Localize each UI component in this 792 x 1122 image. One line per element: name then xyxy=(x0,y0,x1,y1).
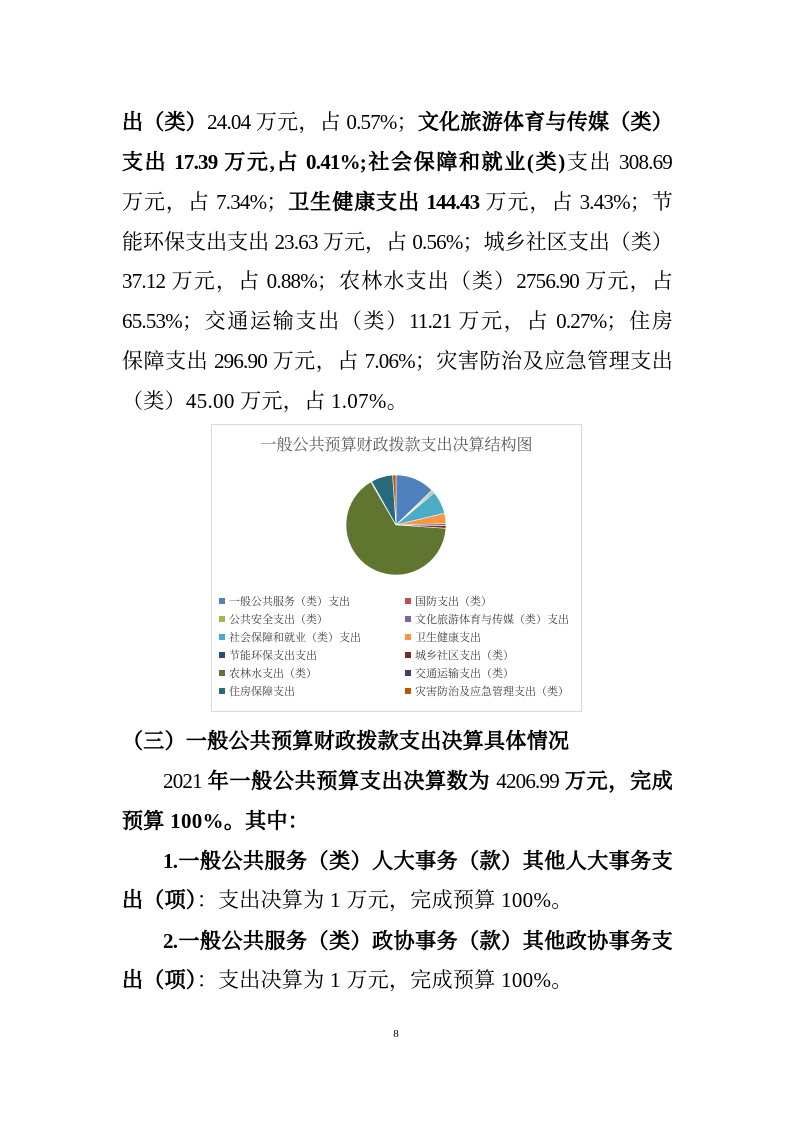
legend-item-urban-rural-community xyxy=(405,646,575,664)
legend-label: 住房保障支出 xyxy=(229,686,295,698)
text-run-bold: 1.一般公共服务（类）人大事务（款）其他人大事务支 xyxy=(163,849,672,873)
paragraph-line-3 xyxy=(122,182,672,222)
legend-item-energy-environment xyxy=(219,646,405,664)
text-run: 2021 xyxy=(163,769,202,793)
text-run: ：支出决算为 1 万元，完成预算 100%。 xyxy=(196,968,573,992)
legend-item-agriculture-forestry-water xyxy=(219,664,405,682)
item-1-line-1 xyxy=(163,841,672,881)
legend-marker xyxy=(219,670,225,676)
paragraph-line-5 xyxy=(122,261,672,301)
legend-label: 交通运输支出（类） xyxy=(415,668,514,680)
legend-marker xyxy=(405,652,411,658)
legend-marker xyxy=(219,688,225,694)
text-run-bold: 2.一般公共服务（类）政协事务（款）其他政协事务支 xyxy=(163,929,672,953)
legend-label: 灾害防治及应急管理支出（类） xyxy=(415,686,569,698)
legend-item-culture-tourism-sports-media xyxy=(405,610,575,628)
legend-item-general-public-services xyxy=(219,592,405,610)
text-run-bold: 万元，完成 xyxy=(558,769,672,793)
text-run-bold: 年一般公共预算支出决算数为 xyxy=(201,769,491,793)
item-2-line-1 xyxy=(163,921,672,961)
text-run-bold: 卫生健康支出 144.43 xyxy=(286,190,480,214)
legend-marker xyxy=(405,598,411,604)
text-run: 24.04 万元，占 0.57%； xyxy=(207,110,417,134)
section-heading: （三）一般公共预算财政拨款支出决算具体情况 xyxy=(122,729,570,753)
chart-container xyxy=(211,424,582,712)
paragraph-line-1 xyxy=(122,102,672,142)
text-run-bold: 支出 17.39 万元,占 0.41%;社会保障和就业(类) xyxy=(122,150,565,174)
legend-item-social-security-employment xyxy=(219,628,405,646)
text-run: 4206.99 xyxy=(490,769,559,793)
legend-label: 节能环保支出支出 xyxy=(229,650,317,662)
text-run: 支出 308.69 xyxy=(564,150,672,174)
legend-label: 城乡社区支出（类） xyxy=(415,650,514,662)
legend-item-national-defense xyxy=(405,592,575,610)
summary-line-1 xyxy=(163,761,672,801)
text-run: 37.12 万元，占 0.88%；农林水支出（类）2756.90 万元，占 xyxy=(122,269,672,293)
chart-legend xyxy=(219,592,575,700)
legend-marker xyxy=(219,652,225,658)
legend-item-housing-security xyxy=(219,682,405,700)
paragraph-line-6 xyxy=(122,301,672,341)
page-number: 8 xyxy=(393,1028,399,1040)
paragraph-line-7 xyxy=(122,341,672,381)
text-run: 保障支出 296.90 万元，占 7.06%；灾害防治及应急管理支出 xyxy=(122,349,672,373)
text-run: （类）45.00 万元，占 1.07%。 xyxy=(122,389,408,413)
text-run-bold: 文化旅游体育与传媒（类） xyxy=(416,110,672,134)
legend-marker xyxy=(405,634,411,640)
legend-marker xyxy=(219,634,225,640)
legend-marker xyxy=(219,616,225,622)
paragraph-line-8 xyxy=(122,381,672,421)
summary-line-2 xyxy=(122,801,672,841)
paragraph-line-4 xyxy=(122,222,672,262)
paragraph-line-2 xyxy=(122,142,672,182)
text-run-bold: 预算 100%。其中： xyxy=(122,809,310,833)
item-2-line-2 xyxy=(122,960,672,1000)
legend-item-transportation xyxy=(405,664,575,682)
text-run-bold: 出（项） xyxy=(122,968,197,992)
text-run: 万元，占 3.43%；节 xyxy=(479,190,672,214)
text-run: 65.53%；交通运输支出（类）11.21 万元，占 0.27%；住房 xyxy=(122,309,672,333)
text-run: 万元，占 7.34%； xyxy=(122,190,287,214)
item-1-line-2 xyxy=(122,880,672,920)
legend-marker xyxy=(405,688,411,694)
legend-label: 卫生健康支出 xyxy=(415,632,481,644)
legend-label: 国防支出（类） xyxy=(415,596,492,608)
legend-label: 一般公共服务（类）支出 xyxy=(229,596,350,608)
text-run-bold: 出（类） xyxy=(122,110,208,134)
text-run: ：支出决算为 1 万元，完成预算 100%。 xyxy=(196,888,573,912)
legend-label: 农林水支出（类） xyxy=(229,668,317,680)
legend-label: 社会保障和就业（类）支出 xyxy=(229,632,361,644)
legend-marker xyxy=(405,616,411,622)
text-run: 能环保支出支出 23.63 万元，占 0.56%；城乡社区支出（类） xyxy=(122,230,672,254)
legend-marker xyxy=(405,670,411,676)
legend-item-disaster-prevention xyxy=(405,682,575,700)
legend-item-public-security xyxy=(219,610,405,628)
legend-item-health xyxy=(405,628,575,646)
pie-chart xyxy=(346,475,446,575)
legend-label: 文化旅游体育与传媒（类）支出 xyxy=(415,614,569,626)
text-run-bold: 出（项） xyxy=(122,888,197,912)
legend-label: 公共安全支出（类） xyxy=(229,614,328,626)
legend-marker xyxy=(219,598,225,604)
chart-title: 一般公共预算财政拨款支出决算结构图 xyxy=(260,437,533,454)
